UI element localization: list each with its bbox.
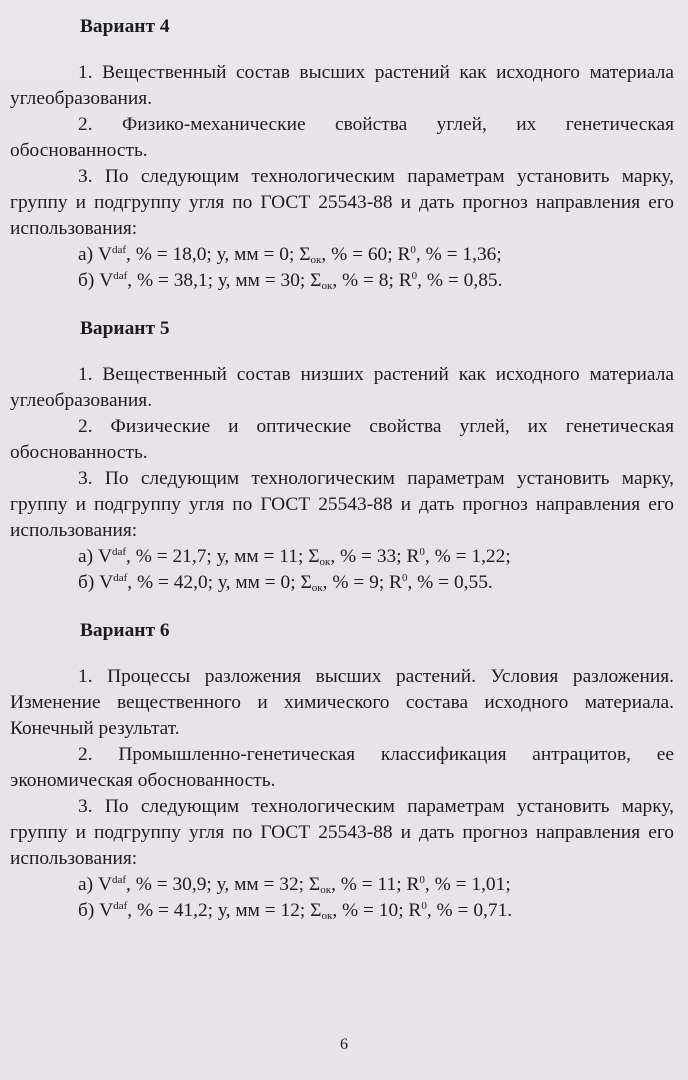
option-b: б) $V^{daf}$, % = 38,1; у, мм = 30; $\Sigma_{ок}$, % = 8; $R^0$, % = 0,85. — [78, 270, 503, 292]
variant-heading: Вариант 4 — [80, 16, 170, 37]
variant-heading: Вариант 5 — [80, 318, 170, 339]
question-3: 3. По следующим технологическим параметрам установить марку, группу и подгруппу угля по ГОСТ 25543-88 и дать прогноз направления его использования: — [10, 468, 674, 541]
variant-4 — [10, 14, 674, 294]
page-content — [10, 14, 674, 924]
question-2: 2. Физико-механические свойства углей, их генетическая обоснованность. — [10, 114, 674, 161]
question-1: 1. Вещественный состав низших растений как исходного материала углеобразования. — [10, 364, 674, 411]
option-b: б) $V^{daf}$, % = 42,0; у, мм = 0; $\Sigma_{ок}$, % = 9; $R^0$, % = 0,55. — [78, 572, 493, 594]
question-2: 2. Промышленно-генетическая классификация антрацитов, ее экономическая обоснованность. — [10, 744, 674, 791]
question-2: 2. Физические и оптические свойства углей, их генетическая обоснованность. — [10, 416, 674, 463]
page-number: 6 — [340, 1036, 348, 1053]
question-1: 1. Вещественный состав высших растений как исходного материала углеобразования. — [10, 62, 674, 109]
question-1: 1. Процессы разложения высших растений. Условия разложения. Изменение вещественного и химического состава исходного материала. Конечный результат. — [10, 666, 674, 739]
variant-5 — [10, 316, 674, 596]
option-a: а) $V^{daf}$, % = 21,7; у, мм = 11; $\Sigma_{ок}$, % = 33; $R^0$, % = 1,22; — [78, 546, 511, 568]
variant-heading: Вариант 6 — [80, 620, 170, 641]
option-a: а) $V^{daf}$, % = 18,0; у, мм = 0; $\Sigma_{ок}$, % = 60; $R^0$, % = 1,36; — [78, 244, 502, 266]
question-3: 3. По следующим технологическим параметрам установить марку, группу и подгруппу угля по ГОСТ 25543-88 и дать прогноз направления его использования: — [10, 166, 674, 239]
option-b: б) $V^{daf}$, % = 41,2; у, мм = 12; $\Sigma_{ок}$, % = 10; $R^0$, % = 0,71. — [78, 900, 513, 922]
option-a: а) $V^{daf}$, % = 30,9; у, мм = 32; $\Sigma_{ок}$, % = 11; $R^0$, % = 1,01; — [78, 874, 511, 896]
variant-6 — [10, 618, 674, 924]
question-3: 3. По следующим технологическим параметрам установить марку, группу и подгруппу угля по ГОСТ 25543-88 и дать прогноз направления его использования: — [10, 796, 674, 869]
